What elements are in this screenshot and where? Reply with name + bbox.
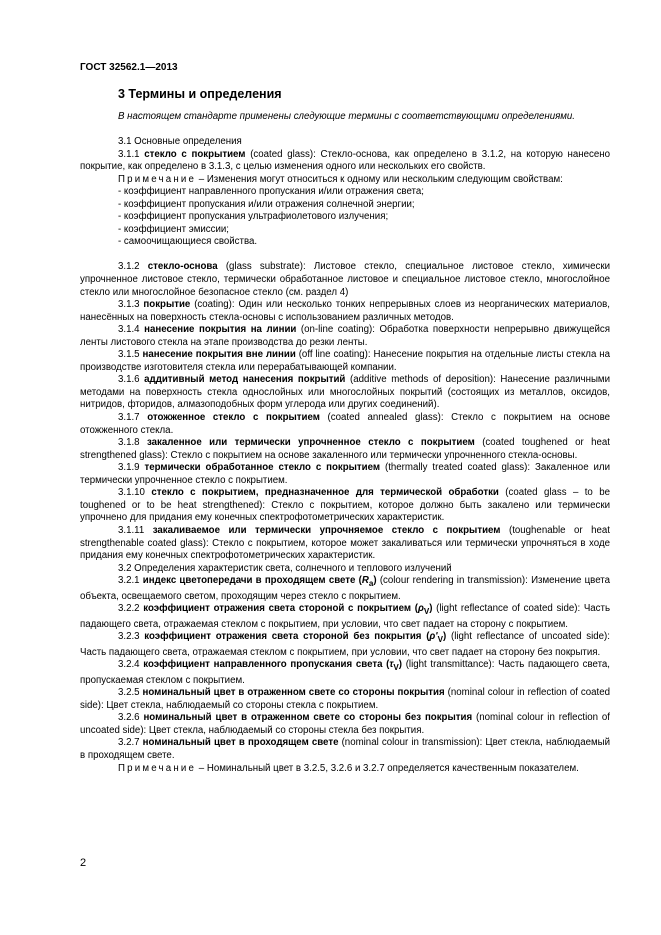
term-name: нанесение покрытия вне линии xyxy=(142,349,296,361)
term-name: коэффициент отражения света стороной без покрытия $(\rho'_V)$ xyxy=(144,631,447,645)
term-3-1-1 xyxy=(80,149,610,174)
term-definition: (toughenable or heat strengthenable coated glass): Стекло с покрытием, которое может закаливаться или термически упрочняться в ходе придания ему конечных спектрофотометрических характеристик. xyxy=(80,524,610,562)
term-number: 3.2.5 xyxy=(118,687,140,699)
term-3-2-3 xyxy=(80,631,610,659)
term-definition: (coating): Один или несколько тонких непрерывных слоев из неорганических материалов, нанесённых на поверхность стекла-основы с использованием различных методов. xyxy=(80,299,610,323)
term-name: стекло с покрытием xyxy=(144,148,246,160)
list-item: - коэффициент эмиссии; xyxy=(118,223,229,235)
note-1 xyxy=(80,174,610,187)
term-definition: (coated toughened or heat strengthened glass): Стекло с покрытием на основе закаленного или термически упрочненного стекла-основы. xyxy=(80,437,611,461)
term-3-1-3 xyxy=(80,299,610,324)
term-number: 3.2.4 xyxy=(118,659,140,671)
term-name: номинальный цвет в отраженном свете со стороны без покрытия xyxy=(143,712,473,724)
term-number: 3.1.9 xyxy=(118,462,140,474)
list-item: - коэффициент направленного пропускания и/или отражения света; xyxy=(118,186,424,198)
section-title: 3 Термины и определения xyxy=(118,87,282,101)
note-text: – Изменения могут относиться к одному или нескольким следующим свойствам: xyxy=(196,173,563,185)
term-3-1-11 xyxy=(80,525,610,563)
term-3-2-2 xyxy=(80,603,610,631)
term-3-2-7 xyxy=(80,737,610,762)
subsection-3-1-heading: 3.1 Основные определения xyxy=(118,136,242,148)
term-name: отожженное стекло с покрытием xyxy=(147,412,320,424)
term-number: 3.1.3 xyxy=(118,299,140,311)
standard-header: ГОСТ 32562.1—2013 xyxy=(80,62,178,73)
note-label: Примечание xyxy=(118,173,197,185)
term-number: 3.2.3 xyxy=(118,631,140,643)
term-name: покрытие xyxy=(143,299,191,311)
term-definition: (glass substrate): Листовое стекло, специальное листовое стекло, химически упрочненное листовое стекло, термически обработанное листовое и специальное листовое стекло, многослойное стекло или многослойное безопасное стекло (см. раздел 4) xyxy=(80,261,610,298)
term-name: номинальный цвет в отраженном свете со стороны покрытия xyxy=(142,687,445,699)
term-3-1-7 xyxy=(80,412,610,437)
term-name: закаленное или термически упрочненное стекло с покрытием xyxy=(146,437,475,449)
term-number: 3.1.10 xyxy=(118,487,145,499)
term-3-1-2 xyxy=(80,261,610,299)
term-number: 3.2.6 xyxy=(118,712,140,724)
term-name: коэффициент отражения света стороной с покрытием $(\rho_V)$ xyxy=(143,603,433,617)
term-definition: (light transmittance): Часть падающего света, пропускаемая стеклом с покрытием. xyxy=(80,659,610,686)
note-label: Примечание xyxy=(118,762,197,774)
property-list xyxy=(80,186,610,249)
term-3-1-8 xyxy=(80,437,610,462)
term-definition: (light reflectance of uncoated side): Часть падающего света, отражаемая стеклом с покрытием, при условии, что свет падает на сторону без покрытия. xyxy=(80,631,610,658)
term-number: 3.1.11 xyxy=(118,524,145,536)
term-definition: (nominal colour in reflection of coated side): Цвет стекла, наблюдаемый со стороны стекла с покрытием. xyxy=(80,687,610,711)
term-definition: (nominal colour in reflection of uncoated side): Цвет стекла, наблюдаемый со стороны стекла без покрытия. xyxy=(80,712,610,736)
term-number: 3.1.1 xyxy=(118,148,140,160)
subsection-3-2-heading: 3.2 Определения характеристик света, солнечного и теплового излучений xyxy=(118,562,452,574)
term-number: 3.1.7 xyxy=(118,412,140,424)
list-item: - коэффициент пропускания ультрафиолетового излучения; xyxy=(118,211,389,223)
term-definition: (coated annealed glass): Стекло с покрытием на основе отожженного стекла. xyxy=(80,412,610,436)
term-definition: (coated glass – to be toughened or to be heat strengthened): Стекло с покрытием, которое должно быть закалено или термически упрочнено для придания ему конечных спектрофотометрических характеристик. xyxy=(80,487,610,524)
term-name: закаливаемое или термически упрочняемое стекло с покрытием xyxy=(152,524,501,536)
term-3-1-10 xyxy=(80,487,610,525)
term-number: 3.1.8 xyxy=(118,437,140,449)
term-definition: (nominal colour in transmission): Цвет стекла, наблюдаемый в проходящем свете. xyxy=(80,737,611,761)
term-name: нанесение покрытия на линии xyxy=(144,324,297,336)
term-3-1-6 xyxy=(80,374,610,412)
note-text: – Номинальный цвет в 3.2.5, 3.2.6 и 3.2.7 определяется качественным показателем. xyxy=(196,762,579,774)
term-3-2-6 xyxy=(80,712,610,737)
term-name: аддитивный метод нанесения покрытий xyxy=(144,374,346,386)
term-definition: (colour rendering in transmission): Изменение цвета объекта, освещаемого светом, проходящим через стекло с покрытием. xyxy=(80,575,610,602)
symbol-subscript: V xyxy=(437,635,443,645)
list-item: - самоочищающиеся свойства. xyxy=(118,236,258,248)
term-number: 3.2.7 xyxy=(118,737,140,749)
term-name: коэффициент направленного пропускания света $(\tau_V)$ xyxy=(143,659,402,673)
term-3-1-5 xyxy=(80,349,610,374)
term-number: 3.1.6 xyxy=(118,374,140,386)
term-definition: (off line coating): Нанесение покрытия на отдельные листы стекла на производстве изготовителя стекла или перерабатывающей компании. xyxy=(80,349,610,373)
term-3-2-4 xyxy=(80,659,610,687)
list-item: - коэффициент пропускания и/или отражения солнечной энергии; xyxy=(118,198,415,210)
term-definition: (light reflectance of coated side): Часть падающего света, отражаемая стеклом с покрытием, при условии, что свет падает на сторону с покрытием. xyxy=(80,603,610,630)
term-name: индекс цветопередачи в проходящем свете $(R_a)$ xyxy=(142,575,377,589)
term-number: 3.1.4 xyxy=(118,324,140,336)
term-name: стекло с покрытием, предназначенное для термической обработки xyxy=(151,487,499,499)
term-number: 3.2.2 xyxy=(118,603,140,615)
term-definition: (additive methods of deposition): Нанесение различными методами на поверхность стекла однослойных или многослойных покрытий (состоящих из металлов, оксидов, нитридов, фторидов, алмазоподобных форм углерода или других соединений). xyxy=(80,374,610,411)
term-name: термически обработанное стекло с покрытием xyxy=(144,462,381,474)
symbol: ρ' xyxy=(429,631,438,643)
term-3-2-5 xyxy=(80,687,610,712)
term-definition: (on-line coating): Обработка поверхности непрерывно движущейся ленты листового стекла на этапе производства до резки ленты. xyxy=(80,324,610,348)
symbol-subscript: V xyxy=(393,663,399,673)
symbol: ρ xyxy=(417,603,424,615)
symbol-subscript: V xyxy=(423,607,430,617)
page-number: 2 xyxy=(80,857,87,869)
intro-paragraph: В настоящем стандарте применены следующие термины с соответствующими определениями. xyxy=(118,111,575,122)
document-body xyxy=(80,111,610,775)
term-3-2-1 xyxy=(80,575,610,603)
term-name: стекло-основа xyxy=(147,261,218,273)
term-definition: (thermally treated coated glass): Закаленное или термически упрочненное стекло с покрытием. xyxy=(80,462,610,486)
term-number: 3.1.5 xyxy=(118,349,140,361)
term-3-1-4 xyxy=(80,324,610,349)
term-name: номинальный цвет в проходящем свете xyxy=(142,737,339,749)
term-definition: (coated glass): Стекло-основа, как определено в 3.1.2, на которую нанесено покрытие, как определено в 3.1.3, с целью изменения одного или нескольких его свойств. xyxy=(80,148,611,173)
symbol: R xyxy=(361,575,369,587)
term-number: 3.1.2 xyxy=(118,261,140,273)
term-number: 3.2.1 xyxy=(118,575,140,587)
symbol: τ xyxy=(389,659,394,671)
term-3-1-9 xyxy=(80,462,610,487)
symbol-subscript: a xyxy=(368,579,374,589)
note-2 xyxy=(80,763,610,776)
